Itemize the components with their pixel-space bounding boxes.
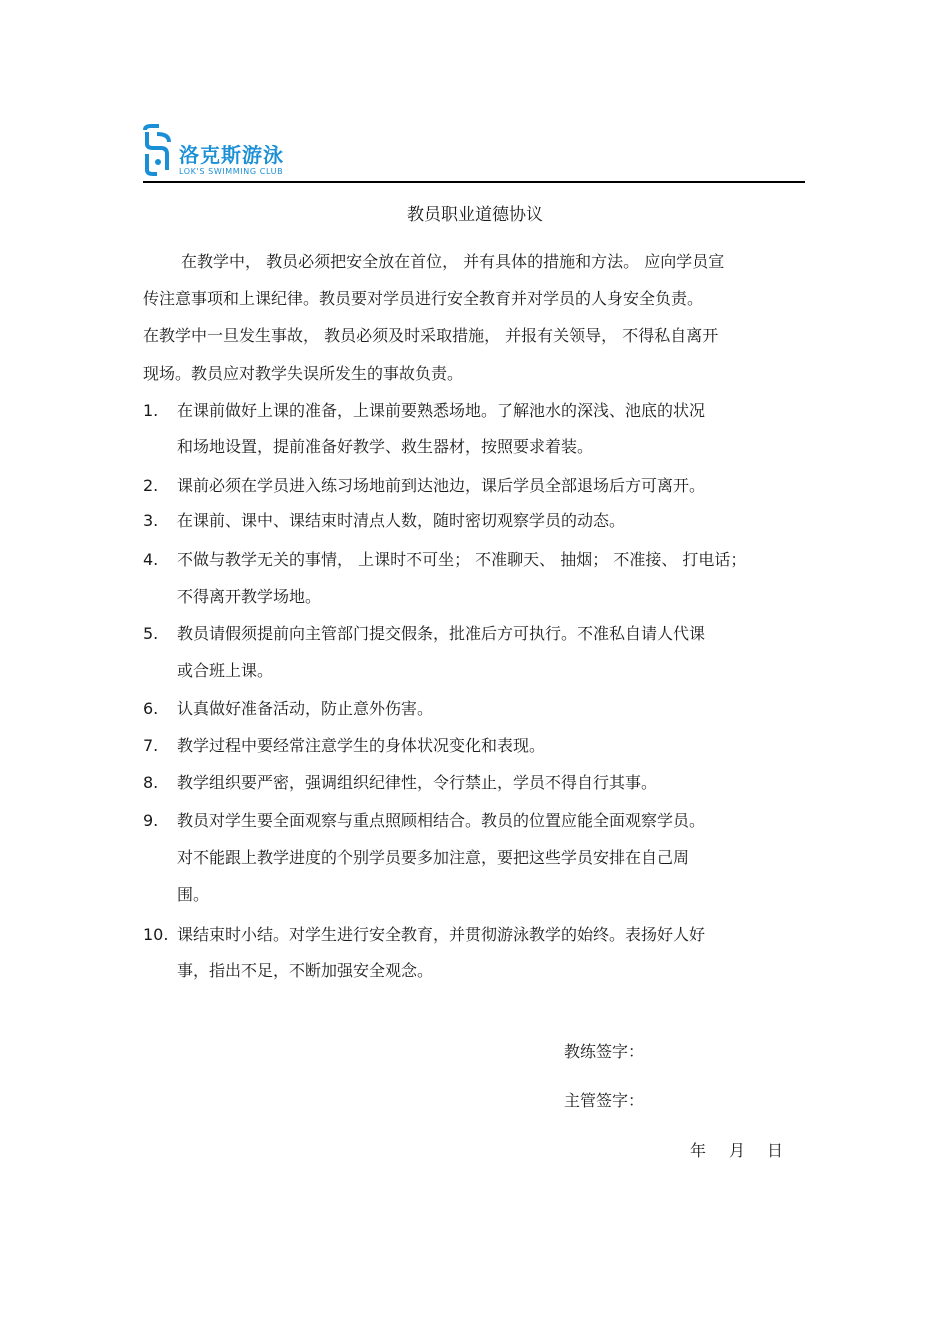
item-text: 教员请假须提前向主管部门提交假条，批准后方可执行。不准私自请人代课: [177, 624, 706, 643]
item-number: 3.: [143, 511, 159, 530]
intro-line: 在教学中一旦发生事故， 教员必须及时采取措施， 并报有关领导， 不得私自离开: [143, 326, 719, 345]
item-number: 6.: [143, 699, 159, 718]
header-divider: [143, 181, 805, 183]
item-number: 7.: [143, 736, 159, 755]
document-title: 教员职业道德协议: [407, 205, 543, 225]
item-number: 9.: [143, 811, 159, 830]
item-text: 课结束时小结。对学生进行安全教育，并贯彻游泳教学的始终。表扬好人好: [177, 925, 706, 944]
intro-line: 现场。教员应对教学失误所发生的事故负责。: [143, 364, 464, 383]
coach-signature-label: 教练签字：: [564, 1042, 645, 1061]
item-text: 对不能跟上教学进度的个别学员要多加注意，要把这些学员安排在自己周: [177, 848, 690, 867]
item-text: 认真做好准备活动，防止意外伤害。: [177, 699, 434, 718]
item-text: 教员对学生要全面观察与重点照顾相结合。教员的位置应能全面观察学员。: [177, 811, 706, 830]
item-text: 围。: [177, 885, 210, 904]
item-text: 课前必须在学员进入练习场地前到达池边，课后学员全部退场后方可离开。: [177, 476, 706, 495]
date-day-label: 日: [767, 1141, 784, 1160]
item-text: 或合班上课。: [177, 661, 274, 680]
logo-chinese-name: 洛克斯游泳: [179, 143, 284, 167]
item-text: 教学组织要严密，强调组织纪律性，令行禁止，学员不得自行其事。: [177, 773, 658, 792]
intro-line: 传注意事项和上课纪律。教员要对学员进行安全教育并对学员的人身安全负责。: [143, 289, 704, 308]
intro-line: 在教学中， 教员必须把安全放在首位， 并有具体的措施和方法。 应向学员宣: [181, 252, 725, 271]
item-number: 1.: [143, 401, 159, 420]
item-text: 不做与教学无关的事情， 上课时不可坐； 不准聊天、 抽烟； 不准接、 打电话；: [177, 550, 747, 569]
item-text: 在课前、课中、课结束时清点人数，随时密切观察学员的动态。: [177, 511, 626, 530]
item-text: 事，指出不足，不断加强安全观念。: [177, 961, 434, 980]
item-number: 10.: [143, 925, 169, 944]
item-text: 教学过程中要经常注意学生的身体状况变化和表现。: [177, 736, 546, 755]
club-logo: [143, 124, 313, 178]
item-number: 8.: [143, 773, 159, 792]
item-text: 和场地设置，提前准备好教学、救生器材，按照要求着装。: [177, 437, 594, 456]
item-number: 4.: [143, 550, 159, 569]
item-text: 在课前做好上课的准备，上课前要熟悉场地。了解池水的深浅、池底的状况: [177, 401, 706, 420]
logo-english-name: LOK'S SWIMMING CLUB: [179, 167, 284, 176]
date-month-label: 月: [729, 1141, 746, 1160]
swimmer-logo-icon: [143, 124, 173, 176]
item-text: 不得离开教学场地。: [177, 587, 322, 606]
item-number: 5.: [143, 624, 159, 643]
item-number: 2.: [143, 476, 159, 495]
supervisor-signature-label: 主管签字：: [564, 1091, 645, 1110]
date-year-label: 年: [690, 1141, 707, 1160]
